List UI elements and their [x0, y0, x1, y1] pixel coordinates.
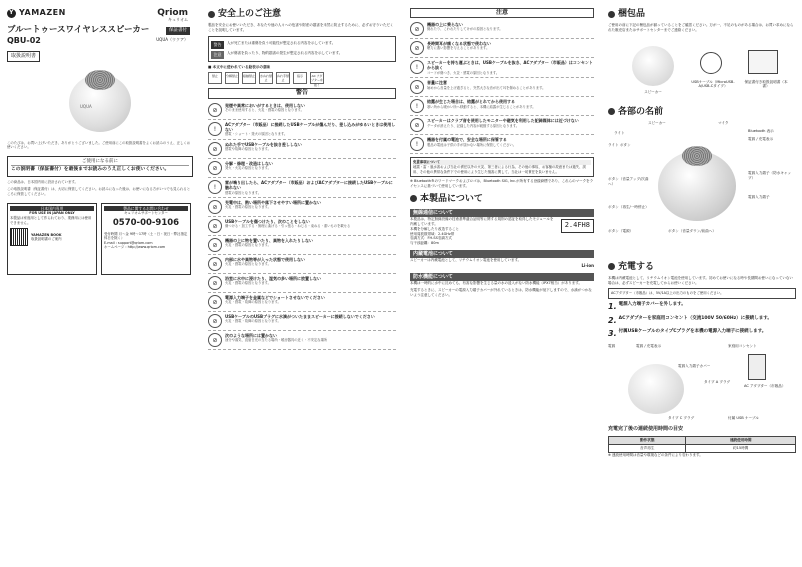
support-hours: 受付時間 月～金 9時～17時（土・日・祝日・弊社指定休日を除く） — [104, 231, 188, 241]
part-label: ライト ボタン — [608, 142, 631, 147]
item-title: 機器の上に物を置いたり、異物を入れたりしない — [225, 237, 313, 243]
symbol-icon: AC アダプターを抜く — [311, 74, 323, 87]
caution-bar: 注意 — [410, 8, 594, 18]
prohibit-icon: ⊘ — [208, 276, 222, 290]
item-title: 内部に水や異物等が入った状態で使用しない — [225, 256, 305, 262]
item-body: 寒い所から暖かい所へ移動すると、本機に結露が生じることがあります。 — [427, 104, 536, 109]
prohibit-icon: ⊘ — [208, 200, 222, 214]
maker-name: YAMAZEN BOOK — [31, 232, 62, 237]
speaker-text: UQUA — [80, 103, 92, 109]
item-title: 雷が鳴り出したら、ACアダプター（市販品）およびACアダプターに接続したUSBケーブルに触れない — [225, 179, 393, 191]
hero-speaker-image — [60, 70, 140, 138]
prohibit-icon: ⊘ — [208, 103, 222, 117]
step-text: 電源入力端子カバーを外します。 — [618, 301, 686, 307]
charge-label: 家庭用コンセント — [728, 344, 757, 349]
step-number: 1. — [608, 301, 617, 311]
warning-list — [208, 101, 396, 350]
item-title: スピーカーを持ち運ぶときは、USBケーブルを抜き、ACアダプター（市販品）はコンセントから抜く — [427, 60, 593, 71]
charge-step — [608, 316, 796, 327]
prohibit-icon: ! — [208, 180, 222, 194]
item-title: ACアダプター（市販品）に接続したUSBケーブルが傷んだり、差し込みがゆるいときは使用しない — [225, 121, 396, 132]
step-text: 付属USBケーブルのタイプCプラグを本機の電源入力端子に接続します。 — [618, 329, 767, 335]
save-notice — [7, 156, 193, 177]
usage-table — [608, 436, 796, 453]
package-image — [608, 36, 796, 106]
safety-item — [208, 331, 396, 350]
safety-heading — [208, 8, 396, 20]
part-label: スピーカー — [648, 120, 666, 125]
safety-item — [410, 97, 594, 116]
safety-item — [208, 312, 396, 331]
item-body: 火災・感電の原因となります。 — [225, 281, 271, 286]
parts-diagram — [608, 121, 796, 261]
item-body: 聴力に悪い影響を与えることがあります。 — [427, 46, 490, 51]
prohibit-icon: ⊘ — [410, 118, 424, 132]
symbol-icon: 指示 — [293, 72, 307, 84]
item-body: コードが傷つき、火災・感電の原因となります。 — [427, 70, 500, 75]
symbol-icon: 分解禁止 — [225, 72, 239, 84]
support-box — [101, 203, 191, 275]
part-label: Bluetooth 表示 — [748, 128, 774, 133]
qr-code-icon[interactable] — [10, 228, 28, 246]
speaker-grille — [85, 70, 115, 90]
table-header: 連続使用時間 — [686, 437, 796, 445]
support-url[interactable]: ホームページ : http://www.qriom.com — [104, 245, 166, 250]
support-title: 製品に関するお問い合わせ — [104, 206, 188, 211]
safety-item — [410, 39, 594, 58]
column-parts — [602, 0, 802, 567]
warning-bar: 警告 — [208, 88, 396, 98]
qr-label: 取扱説明書のご案内 — [31, 237, 62, 242]
safety-lead: 製品を安全にお使いいただき、あなたや他の人々への危害や財産の損害を未然に防止するために、必ずお守りいただくことを説明しています。 — [208, 23, 394, 32]
part-label: ライト — [614, 130, 625, 135]
safety-item — [208, 198, 396, 217]
note-keep: この取扱説明書（保証書付）は、大切に保管してください。お読みになった後は、お使いになる方がいつでも見られるところに保管してください。 — [7, 187, 191, 196]
item-title: 音量に注意 — [427, 80, 447, 86]
prohibit-icon: ⊘ — [410, 80, 424, 94]
safety-item — [208, 236, 396, 255]
product-heading — [410, 193, 594, 205]
warranty-tag: 保証書付 — [166, 27, 190, 35]
safety-item — [410, 20, 594, 39]
part-label: ボタン（音量アップ/次曲へ） — [608, 176, 649, 186]
step-number: 3. — [608, 329, 617, 339]
charge-lead: 本機は内蔵電池として、リチウムイオン電池を使用しています。初めてお使いになる時や長期間お使いになっていない場合は、必ずスピーカーを充電してからお使いください。 — [608, 275, 793, 285]
item-title: 長時間耳が痛くなる状態で使わない — [427, 41, 491, 47]
step-text: ACアダプターを家庭用コンセント（交流100V 50/60Hz）に接続します。 — [618, 315, 772, 321]
column-cover — [0, 0, 200, 567]
prohibit-icon: ! — [208, 122, 222, 136]
parts-grille — [682, 146, 712, 166]
save-notice-top: ご使用になる前に — [11, 159, 189, 166]
charge-step — [608, 302, 796, 313]
table-note: ※ 連続使用時間は音量や環境などの条件により変わります。 — [608, 452, 703, 457]
charge-title: 充電する — [618, 261, 655, 272]
step-number: 2. — [608, 315, 617, 325]
prohibit-icon: ⊘ — [410, 41, 424, 55]
item-title: 浴室に水中に浸けたり、湿気の多い場所に放置しない — [225, 275, 321, 281]
charge-label: タイプ C プラグ — [668, 416, 695, 421]
column-safety — [202, 0, 402, 567]
warning-icon: 警告 — [211, 41, 224, 49]
disclaimer-title: 免責事項について — [413, 160, 591, 165]
table-header: 動作状態 — [609, 437, 686, 445]
item-title: 電源入力端子を金属などでショートさせないでください — [225, 294, 325, 300]
part-label: ボタン（音量ダウン/前曲へ） — [668, 228, 716, 233]
safety-item — [208, 120, 396, 140]
symbol-icon: ぬれ手禁止 — [277, 74, 290, 83]
yamazen-logo-icon: Y — [7, 9, 16, 18]
uqua-label: UQUA（ウクア） — [156, 37, 188, 42]
charge-note-text: ACアダプター（市販品）は、5V/1A以上の出力のものをご使用ください。 — [611, 291, 724, 296]
caution-desc: 人が傷害を負ったり、物的損害の発生が想定される内容を示しています。 — [227, 50, 343, 55]
charge-label: AC アダプター（市販品） — [744, 384, 786, 389]
parts-heading — [608, 106, 796, 118]
prohibit-icon: ⊘ — [208, 238, 222, 252]
bullet-icon — [410, 195, 417, 202]
manual-book-icon — [748, 50, 778, 74]
item-body: 始めから音量を上げ過ぎると、突然大きな音が出て耳を傷めることがあります。 — [427, 85, 546, 90]
support-sub: キュリオムサポートセンター — [124, 211, 168, 216]
battery-text: スピーカーは内蔵電池として、リチウムイオン電池を使用しています。 — [410, 258, 522, 263]
model-number: QBU-02 — [7, 36, 41, 46]
part-label: ボタン（電源） — [608, 228, 634, 233]
save-notice-main: この説明書（保証書付）を最後までお読みのうえ正しくお使いください。 — [11, 167, 170, 173]
info-boxes — [7, 203, 193, 275]
safety-item — [410, 58, 594, 78]
package-speaker — [632, 46, 674, 86]
item-title: 充電中は、熱い場所や落下させやすい場所に置かない — [225, 199, 321, 205]
item-body: 傷つける・加工する・無理に曲げる・引っ張る・ねじる・束ねる・重いものを載せる — [225, 224, 351, 229]
symbols-title: ■ 本文中に使われている絵表示の意味 — [208, 64, 271, 69]
item-title: USBケーブルのUSBプラグに水滴がついたままスピーカーに接続しないでください — [225, 313, 375, 319]
qriom-logo: Qriom — [157, 8, 188, 18]
prohibit-icon: ⊘ — [208, 257, 222, 271]
package-title: 梱包品 — [618, 9, 646, 19]
final-caution: 充電するときに、スピーカーの電源入力端子カバーが外れているときは、防水機能が低下しますので、水滴がつかないよう注意してください。 — [410, 288, 592, 297]
item-body: 発火・火災の原因となります。 — [225, 166, 271, 171]
bullet-icon — [208, 11, 215, 18]
prohibit-icon: ⊘ — [208, 142, 222, 156]
radio-spec-4: 与干渉距離：80m — [410, 241, 439, 246]
item-body: 火災・感電の原因となります。 — [225, 262, 271, 267]
disclaimer-box — [410, 157, 594, 177]
japan-only-en: FOR USE IN JAPAN ONLY — [29, 211, 75, 216]
intro-text: このたびは、お買い上げいただき、ありがとうございました。ご使用前にこの取扱説明書をよくお読みのうえ、正しくお使いください。 — [7, 140, 191, 150]
full-charge-title: 充電完了後の連続使用時間の目安 — [608, 426, 684, 433]
safety-item — [410, 78, 594, 97]
item-title: 機器の上に乗らない — [427, 22, 463, 28]
liion-label: Li-ion — [581, 263, 594, 269]
item-title: 分解・修理・改造はしない — [225, 160, 273, 166]
item-body: 火災・感電・故障の原因となります。 — [225, 300, 281, 305]
part-label: ボタン（再生/一時停止） — [608, 204, 649, 209]
pkg-caption-speaker: スピーカー — [644, 89, 662, 94]
waterproof-bar: 防水機能について — [410, 273, 594, 282]
item-title: スピーカーはクラブ音を使用したモニターや磁気を利用した記録媒体には近づけない — [427, 118, 579, 124]
caution-icon: 注意 — [211, 51, 224, 59]
radio-spec-2: 使用周波数帯域：2.4GHz帯 — [410, 231, 455, 236]
part-label: 電源 / 充電表示 — [748, 136, 774, 141]
symbol-icon: 禁止 — [208, 72, 222, 84]
safety-item — [208, 140, 396, 159]
charge-step — [608, 329, 796, 340]
japan-only-text: 本製品は家庭用として作られており、業務用には使用できません。 — [10, 216, 92, 225]
item-title: 機器を付属の電池で、安全な場所に保管する — [427, 137, 507, 143]
charge-heading — [608, 261, 796, 273]
item-title: 発煙や異常においがするときは、使用しない — [225, 102, 305, 108]
japan-only-box — [7, 203, 97, 275]
part-label: マイク — [718, 120, 729, 125]
signal-legend — [208, 36, 396, 62]
charge-label: 付属 USB ケーブル — [728, 416, 759, 421]
item-body: 感電の原因となります。 — [225, 190, 262, 195]
part-label: 電源入力端子（防水キャップ） — [748, 170, 792, 180]
column-caution — [404, 0, 600, 567]
prohibit-icon: ! — [410, 137, 424, 151]
qriom-sub: キュリオム — [168, 17, 188, 22]
charge-label: タイプ A プラグ — [704, 380, 731, 385]
support-tel[interactable]: 0570-00-9106 — [112, 218, 180, 229]
item-body: 感電・ショート・発火の原因となります。 — [225, 132, 288, 137]
japan-only-title: 日本国内専用 — [10, 206, 94, 211]
safety-item — [208, 255, 396, 274]
safety-item — [208, 101, 396, 120]
prohibit-icon: ⊘ — [208, 333, 222, 347]
radio-spec-3: 変調方式：FH-SS変調方式 — [410, 236, 452, 241]
ac-adapter-icon — [748, 354, 766, 380]
item-title: 次のような場所には置かない — [225, 332, 277, 338]
table-cell: 音声再生 — [609, 444, 686, 452]
item-body: そのまま使用すると、火災・感電の原因となります。 — [225, 107, 304, 112]
safety-item — [208, 293, 396, 312]
brand-name: YAMAZEN — [19, 8, 66, 17]
safety-title: 安全上のご注意 — [218, 9, 282, 19]
frequency-label: 2.4FH8 — [561, 219, 594, 232]
note-japan: この商品は、日本国内用に設計されています。 — [7, 179, 78, 184]
package-lead: ご使用の前に下記の梱包品が揃っていることをご確認ください。万が一、不足のものがある場合は、お買い求めになられた販売店またはサポートセンターまでご連絡ください。 — [608, 23, 794, 32]
item-title: 結露が生じた場合は、結露がとれてから使用する — [427, 99, 515, 105]
safety-item — [208, 274, 396, 293]
waterproof-text: 本機は一時的に水中に沈めても、有害な影響を生じる量の水の浸入がない防水機能（IPX7相当）があります。 — [410, 281, 582, 286]
item-body: 感電や故障の原因となります。 — [225, 147, 271, 152]
item-body: 製品の電池は子供の手が届かない場所に保管してください。 — [427, 142, 517, 147]
product-title: ブルートゥースワイヤレススピーカー — [7, 24, 150, 35]
item-body: 火災・感電の原因となります。 — [225, 243, 271, 248]
item-title: USBケーブルを傷つけたり、次のことをしない — [225, 218, 310, 224]
item-body: 倒れたり、こわれたりしてけがの原因となります。 — [427, 27, 503, 32]
symbol-icon: 接触禁止 — [242, 72, 256, 84]
prohibit-icon: ⊘ — [208, 314, 222, 328]
item-body: 油分や湯気、直射日光の当たる場所・暖房器具の近く・不安定な場所 — [225, 338, 328, 343]
prohibit-icon: ⊘ — [410, 22, 424, 36]
item-body: データが消えたり、記録した内容が破損する原因となります。 — [427, 123, 520, 128]
prohibit-icon: ! — [410, 99, 424, 113]
charge-label: 電源入力端子カバー — [678, 364, 711, 369]
package-heading — [608, 8, 796, 20]
table-cell: 約15時間 — [686, 444, 796, 452]
disclaimer-text: 地震・雷・風水害および当社の責任以外の火災、第三者による行為、その他の事故、お客様の故意または過失、誤用、その他の異常な条件下での使用により生じた損害に関して、当社は一切責任を負いません。 — [413, 164, 586, 174]
safety-item — [410, 135, 594, 154]
pkg-caption-manual: 保証書付き取扱説明書（本書） — [744, 79, 788, 89]
manual-label: 取扱説明書 — [7, 51, 40, 62]
warning-desc: 人が死亡または重傷を負う可能性が想定される内容を示しています。 — [227, 40, 336, 45]
radio-text: 本製品は、特定無線設備の技術基準適合証明等に関する規則の認証を取得したモジュールを内蔵しています。 — [410, 217, 554, 227]
bullet-icon — [608, 11, 615, 18]
prohibit-icon: ⊘ — [208, 161, 222, 175]
safety-item — [208, 178, 396, 198]
symbol-icon: 水ぬれ禁止 — [260, 74, 273, 83]
radio-spec-1: 本機を分解したり改造すること — [410, 226, 459, 231]
charge-diagram — [608, 344, 796, 424]
battery-bar: 内蔵電池について — [410, 250, 594, 259]
charge-speaker — [628, 364, 684, 414]
product-title-sec: 本製品について — [420, 193, 483, 204]
usb-cable-icon — [700, 52, 722, 74]
charge-label: 電源 / 充電表示 — [636, 344, 662, 349]
symbol-row — [208, 72, 396, 87]
item-title: ぬれた手でUSBケーブルを抜き差ししない — [225, 141, 302, 147]
item-body: 火災・感電の原因となります。 — [225, 205, 271, 210]
caution-list — [410, 20, 594, 154]
prohibit-icon: ⊘ — [208, 295, 222, 309]
support-email[interactable]: E-mail : support@qriom.com — [104, 240, 153, 245]
pkg-caption-cable: USBケーブル（MicroUSB-A/USB-Cタイプ） — [691, 79, 735, 89]
prohibit-icon: ! — [410, 60, 424, 74]
safety-item — [208, 217, 396, 236]
bullet-icon — [608, 108, 615, 115]
parts-title: 各部の名前 — [618, 106, 664, 117]
bullet-icon — [608, 263, 615, 270]
safety-item — [208, 159, 396, 178]
trademark-note: ※ Bluetooth®のワードマークおよびロゴは、Bluetooth SIG, Inc.が所有する登録商標であり、これらのマークをライセンスに基づいて使用しています。 — [410, 179, 594, 188]
safety-item — [410, 116, 594, 135]
item-body: 火災・感電・故障の原因となります。 — [225, 319, 281, 324]
prohibit-icon: ⊘ — [208, 219, 222, 233]
radio-bar: 無線通信について — [410, 209, 594, 218]
charge-label: 電源 — [608, 344, 616, 349]
part-label: 電源入力端子 — [748, 194, 770, 199]
charge-note — [608, 288, 796, 299]
